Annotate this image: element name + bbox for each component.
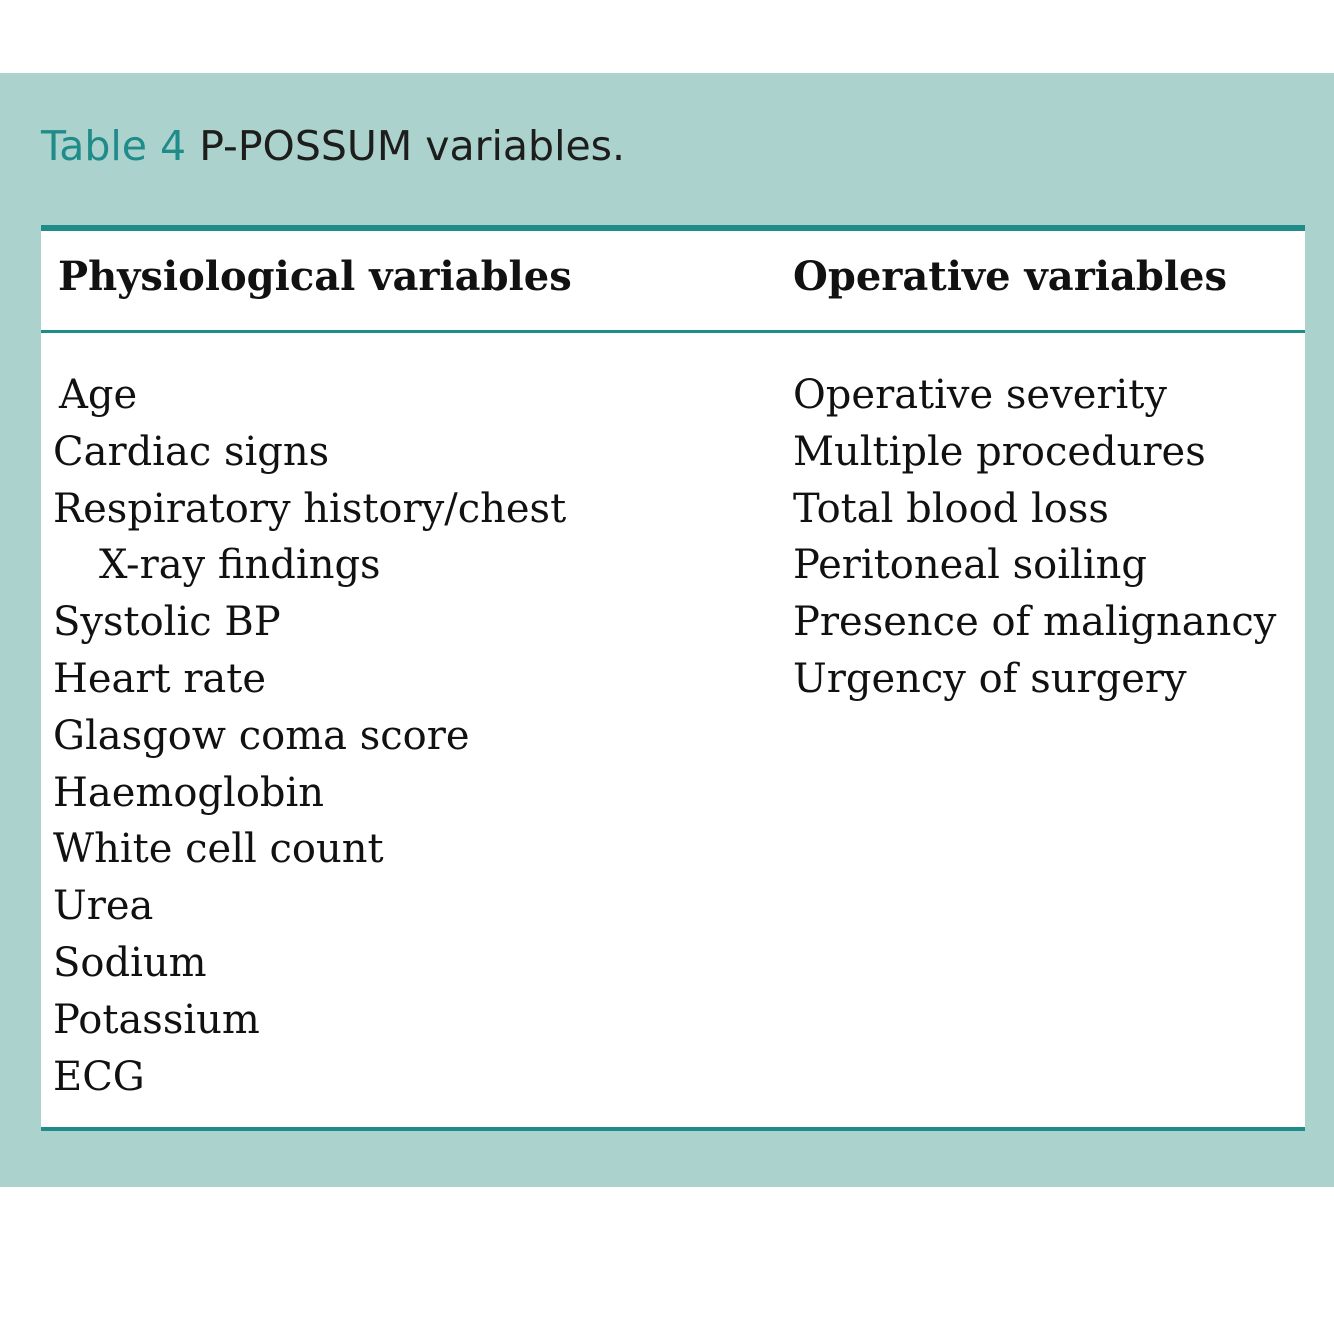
list-item: Heart rate xyxy=(53,655,267,702)
header-operative: Operative variables xyxy=(793,253,1228,300)
list-item: Urgency of surgery xyxy=(793,655,1187,702)
variables-table xyxy=(41,225,1305,1131)
caption-label: Table 4 xyxy=(41,122,187,170)
list-item: Sodium xyxy=(53,939,207,986)
table-caption xyxy=(41,122,625,170)
physiological-list xyxy=(53,367,566,1105)
list-item: Glasgow coma score xyxy=(53,712,470,759)
list-item: Respiratory history/chest xyxy=(53,485,567,532)
list-item: Operative severity xyxy=(793,372,1167,418)
list-item: Potassium xyxy=(53,996,260,1043)
list-item: Cardiac signs xyxy=(53,428,330,475)
list-item: X-ray findings xyxy=(99,542,381,589)
list-item: White cell count xyxy=(53,826,384,873)
list-item: Age xyxy=(59,372,138,418)
list-item: Haemoglobin xyxy=(53,769,325,816)
list-item: ECG xyxy=(53,1053,145,1100)
operative-list xyxy=(793,367,1276,708)
list-item: Urea xyxy=(53,883,154,930)
header-rule xyxy=(41,330,1305,333)
caption-text: P-POSSUM variables. xyxy=(199,122,626,170)
list-item: Total blood loss xyxy=(793,485,1109,532)
header-physiological: Physiological variables xyxy=(58,253,572,300)
list-item: Multiple procedures xyxy=(793,428,1206,475)
list-item: Peritoneal soiling xyxy=(793,542,1148,589)
list-item: Systolic BP xyxy=(53,599,281,646)
list-item: Presence of malignancy xyxy=(793,599,1277,646)
